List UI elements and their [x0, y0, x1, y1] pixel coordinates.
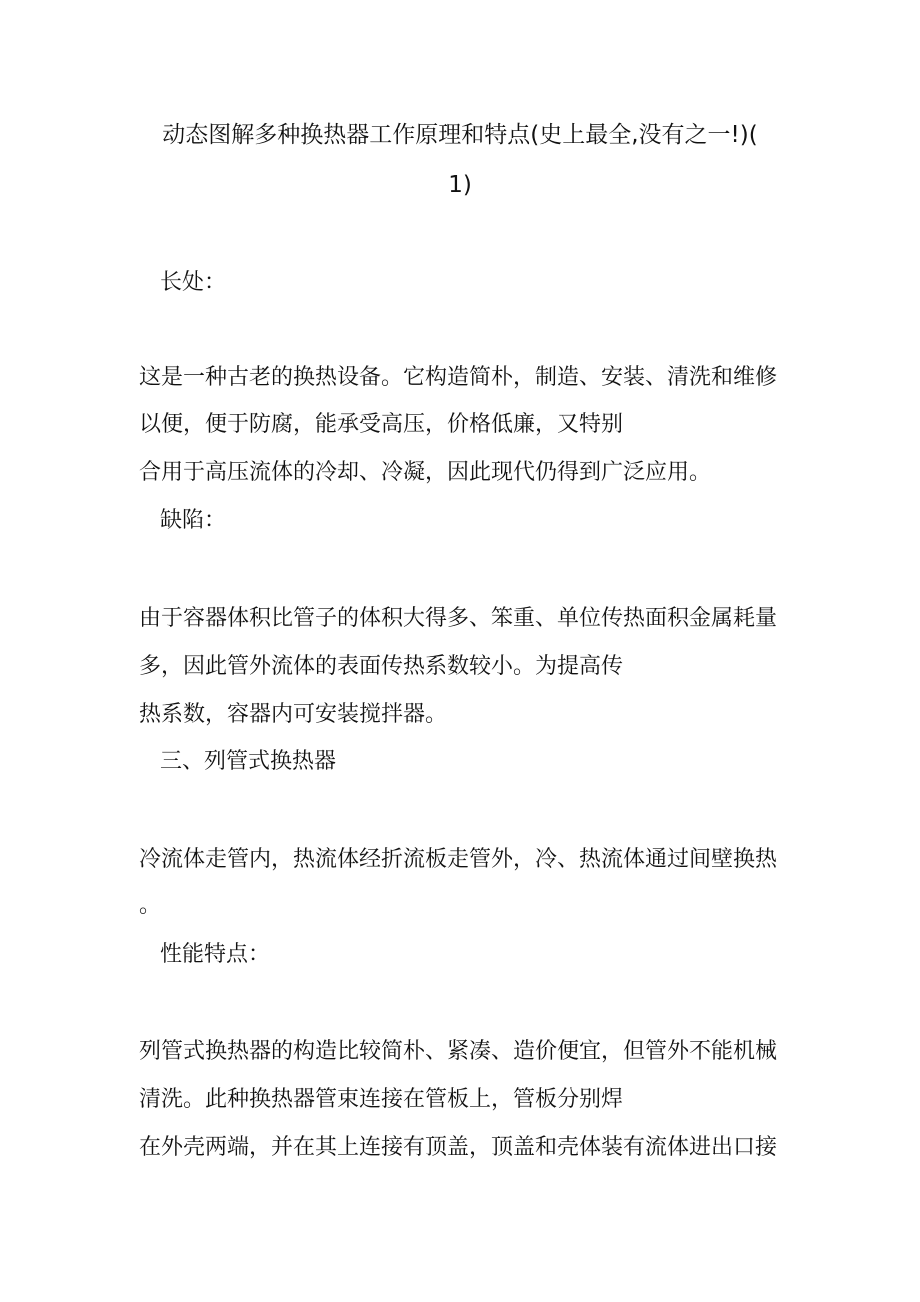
paragraph-line: 清洗。此种换热器管束连接在管板上，管板分别焊	[139, 1087, 624, 1112]
section-heading-features: 性能特点：	[160, 942, 271, 967]
section-heading-disadvantages: 缺陷：	[160, 508, 227, 533]
paragraph-line: 这是一种古老的换热设备。它构造简朴，制造、安装、清洗和维修	[139, 365, 778, 390]
paragraph-line: 合用于高压流体的冷却、冷凝，因此现代仍得到广泛应用。	[139, 460, 712, 485]
paragraph-line: 以便，便于防腐，能承受高压，价格低廉，又特别	[139, 412, 624, 437]
section-heading-advantages: 长处：	[160, 270, 227, 295]
paragraph-line: 热系数，容器内可安装搅拌器。	[139, 702, 448, 727]
paragraph-line: 由于容器体积比管子的体积大得多、笨重、单位传热面积金属耗量	[139, 606, 778, 631]
document-title-line-1: 动态图解多种换热器工作原理和特点(史上最全,没有之一!)(	[162, 122, 758, 148]
paragraph-line: 多，因此管外流体的表面传热系数较小。为提高传	[139, 654, 624, 679]
paragraph-line: 在外壳两端，并在其上连接有顶盖，顶盖和壳体装有流体进出口接	[139, 1135, 778, 1160]
paragraph-line: 列管式换热器的构造比较简朴、紧凑、造价便宜，但管外不能机械	[139, 1039, 778, 1064]
paragraph-line: 。	[139, 893, 162, 918]
paragraph-line: 冷流体走管内，热流体经折流板走管外，冷、热流体通过间壁换热	[139, 847, 778, 872]
section-heading-shell-tube: 三、列管式换热器	[160, 749, 337, 774]
document-title-line-2: 1)	[448, 172, 472, 198]
